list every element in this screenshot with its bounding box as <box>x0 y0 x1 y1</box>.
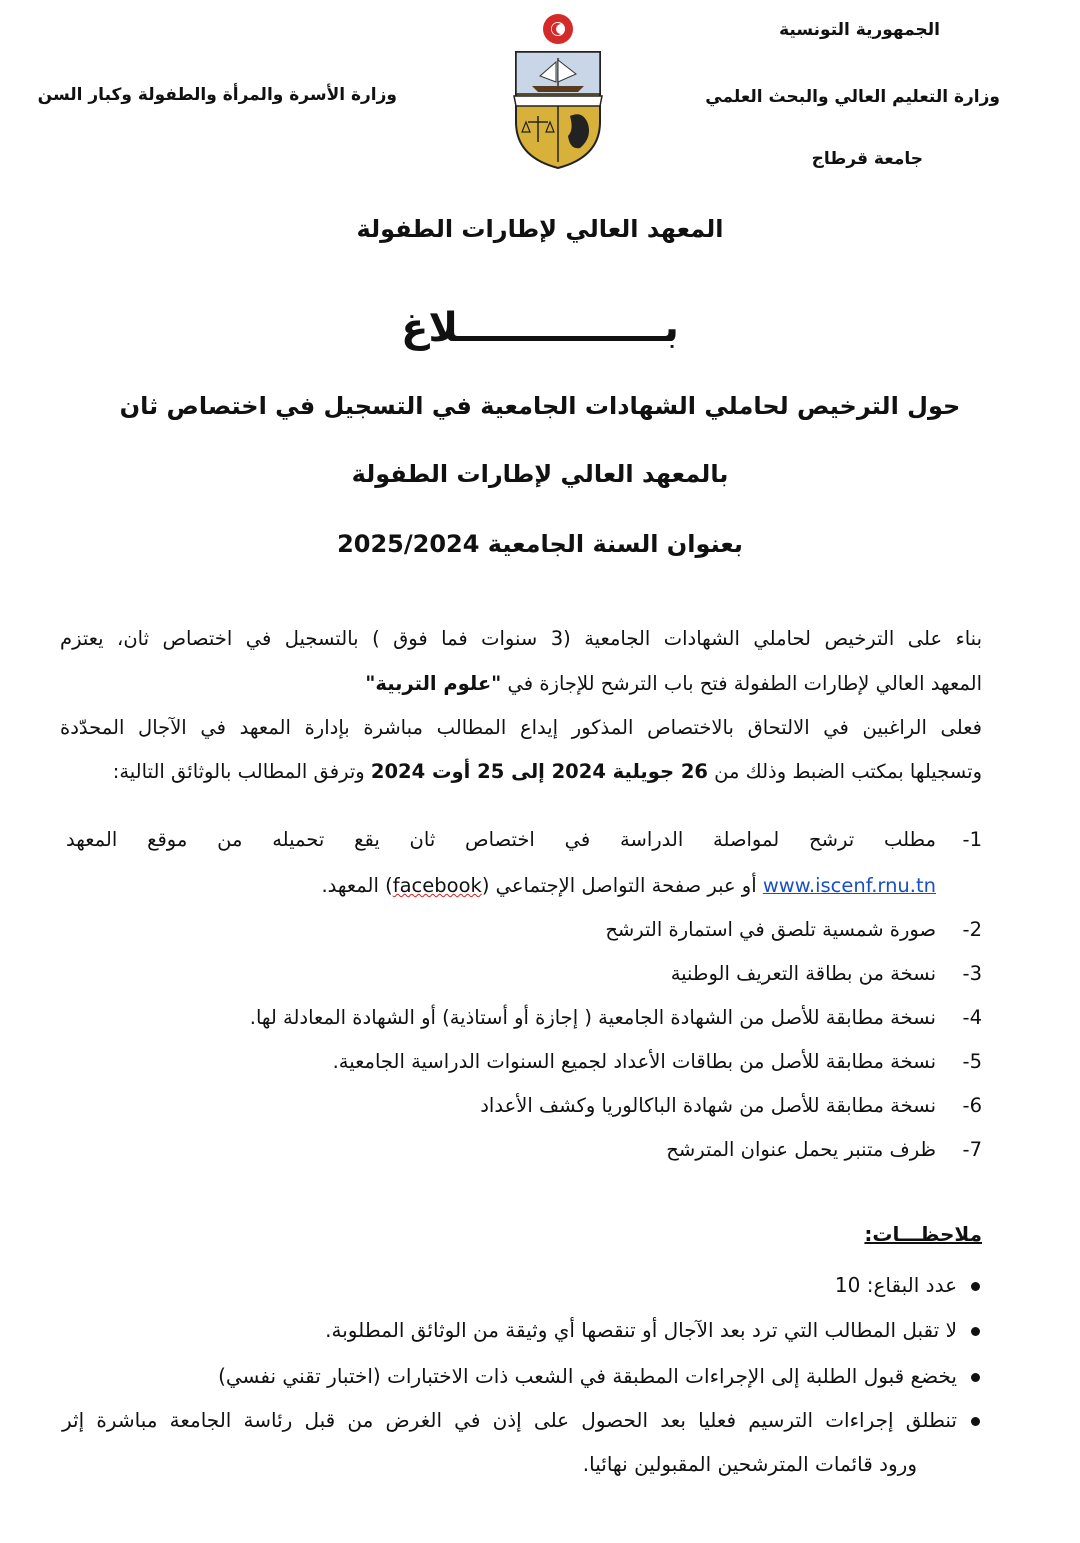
note-text: عدد البقاع: 10 <box>834 1273 957 1297</box>
document-item-6 <box>60 1094 982 1117</box>
republic-label: الجمهورية التونسية <box>779 20 940 40</box>
tunisia-coat-of-arms-logo <box>508 12 608 172</box>
document-item-5 <box>60 1050 982 1073</box>
subject-line-1: حول الترخيص لحاملي الشهادات الجامعية في التسجيل في اختصاص ثان <box>119 392 961 420</box>
facebook-word: facebook <box>392 874 482 897</box>
university-label: جامعة قرطاج <box>811 149 923 169</box>
ministry-higher-education-label: وزارة التعليم العالي والبحث العلمي <box>705 87 1000 107</box>
document-item-1-mid: أو عبر صفحة التواصل الإجتماعي ( <box>481 874 763 897</box>
document-item-text: نسخة مطابقة للأصل من شهادة الباكالوريا وكشف الأعداد <box>480 1094 936 1117</box>
subject-line-2: بالمعهد العالي لإطارات الطفولة <box>351 460 729 488</box>
document-item-1-end: ) المعهد. <box>321 874 393 897</box>
body-line-4-text-a: وتسجيلها بمكتب الضبط وذلك من <box>707 760 982 783</box>
note-item-4 <box>60 1408 980 1432</box>
note-item-2 <box>60 1318 980 1342</box>
document-item-4 <box>60 1006 982 1029</box>
document-item-text: نسخة مطابقة للأصل من الشهادة الجامعية ( إجازة أو أستاذية) أو الشهادة المعادلة لها. <box>249 1006 936 1029</box>
document-item-1 <box>60 828 982 851</box>
body-line-4 <box>60 760 982 783</box>
institute-title: المعهد العالي لإطارات الطفولة <box>356 215 724 243</box>
notes-heading: ملاحظـــات: <box>864 1222 982 1246</box>
item-number: 5- <box>962 1050 982 1073</box>
bullet-icon <box>971 1417 980 1426</box>
item-number: 2- <box>962 918 982 941</box>
item-number: 4- <box>962 1006 982 1029</box>
item-number: 7- <box>962 1138 982 1161</box>
note-item-3 <box>60 1364 980 1388</box>
institute-website-link[interactable]: www.iscenf.rnu.tn <box>762 874 936 897</box>
ministry-family-label: وزارة الأسرة والمرأة والطفولة وكبار السن <box>37 85 397 105</box>
document-item-text: ظرف متنبر يحمل عنوان المترشح <box>666 1138 936 1161</box>
document-item-1-continued <box>14 874 936 897</box>
bullet-icon <box>971 1282 980 1291</box>
coat-of-arms-icon <box>508 12 608 172</box>
notice-heading: بـــــــــــــــلاغ <box>401 305 679 351</box>
document-item-3 <box>60 962 982 985</box>
document-item-text: نسخة من بطاقة التعريف الوطنية <box>670 962 936 985</box>
document-item-text: صورة شمسية تلصق في استمارة الترشح <box>605 918 936 941</box>
note-text: لا تقبل المطالب التي ترد بعد الآجال أو تنقصها أي وثيقة من الوثائق المطلوبة. <box>325 1318 957 1342</box>
document-item-1-text: مطلب ترشح لمواصلة الدراسة في اختصاص ثان يقع تحميله من موقع المعهد <box>66 828 936 851</box>
body-line-4-text-b: وترفق المطالب بالوثائق التالية: <box>112 760 371 783</box>
item-number: 1- <box>962 828 982 851</box>
bullet-icon <box>971 1373 980 1382</box>
body-line-2 <box>60 672 982 695</box>
program-name: "علوم التربية" <box>365 672 502 695</box>
body-line-2-text: المعهد العالي لإطارات الطفولة فتح باب الترشح للإجازة في <box>501 672 982 695</box>
body-line-1: بناء على الترخيص لحاملي الشهادات الجامعية (3 سنوات فما فوق ) بالتسجيل في اختصاص ثان، يعتزم <box>60 627 982 650</box>
document-item-2 <box>60 918 982 941</box>
application-period: 26 جويلية 2024 إلى 25 أوت 2024 <box>370 760 708 783</box>
note-item-4-continued: ورود قائمات المترشحين المقبولين نهائيا. <box>582 1452 917 1476</box>
document-item-text: نسخة مطابقة للأصل من بطاقات الأعداد لجميع السنوات الدراسية الجامعية. <box>332 1050 936 1073</box>
document-item-7 <box>60 1138 982 1161</box>
subject-line-3: بعنوان السنة الجامعية 2025/2024 <box>337 530 743 558</box>
bullet-icon <box>971 1327 980 1336</box>
item-number: 3- <box>962 962 982 985</box>
note-text: تنطلق إجراءات الترسيم فعليا بعد الحصول على إذن في الغرض من قبل رئاسة الجامعة مباشرة إثر <box>62 1408 957 1432</box>
note-item-1 <box>60 1273 980 1297</box>
body-line-3: فعلى الراغبين في الالتحاق بالاختصاص المذكور إيداع المطالب مباشرة بإدارة المعهد في الآجال المحدّدة <box>60 716 982 739</box>
item-number: 6- <box>962 1094 982 1117</box>
note-text: يخضع قبول الطلبة إلى الإجراءات المطبقة في الشعب ذات الاختبارات (اختبار تقني نفسي) <box>218 1364 957 1388</box>
